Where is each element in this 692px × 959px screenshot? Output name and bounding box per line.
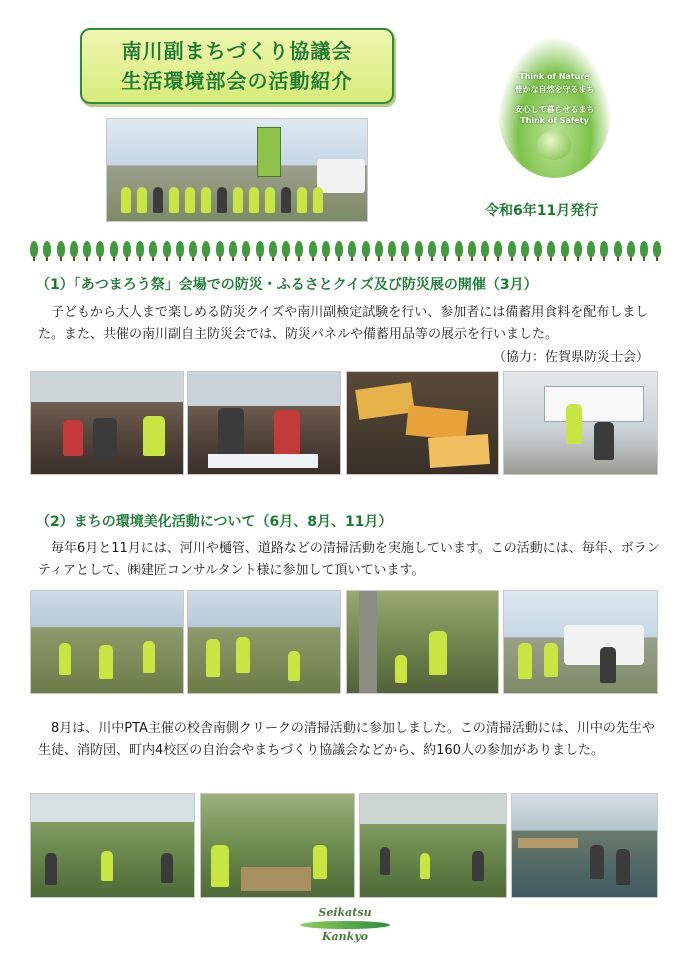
photo-creek-4: [511, 793, 658, 898]
section2-body: 毎年6月と11月には、河川や樋管、道路などの清掃活動を実施しています。この活動には、毎年、ボランティアとして、㈱建匠コンサルタント様に参加して頂いています。: [38, 541, 660, 578]
tree-divider: [30, 237, 662, 257]
photo-cleanup-3: [346, 590, 499, 694]
photo-cleanup-2: [187, 590, 341, 694]
logo-text-4: Think of Safety: [520, 116, 589, 125]
photo-quiz-1: [30, 371, 184, 475]
photo-cleanup-4: [503, 590, 658, 694]
logo-text-2: 豊かな自然を守るまち: [514, 85, 595, 94]
logo-text-3: 安心して暮らせるまち: [514, 105, 595, 114]
banner-flag: [257, 127, 281, 177]
photo-disaster-panel: [503, 371, 658, 475]
title-line-2: 生活環境部会の活動紹介: [121, 69, 353, 93]
photo-cleanup-1: [30, 590, 184, 694]
title-line-1: 南川副まちづくり協議会: [121, 39, 353, 63]
photo-creek-1: [30, 793, 195, 898]
globe-shape: [537, 130, 571, 160]
logo-text-1: Think of Nature: [519, 72, 590, 81]
globe-in-hands-icon: [497, 38, 612, 178]
section2-body2: 8月は、川中PTA主催の校舎南側クリークの清掃活動に参加しました。この清掃活動には、川中の先生や生徒、消防団、町内4校区の自治会やまちづくり協議会などから、約160人の参加がありました。: [38, 721, 655, 758]
photo-creek-3: [359, 793, 507, 898]
group-photo: [106, 118, 368, 222]
issue-date: 令和6年11月発行: [485, 203, 599, 219]
photo-creek-2: [200, 793, 355, 898]
section1-heading: （1）「あつまろう祭」会場での防災・ふるさとクイズ及び防災展の開催（3月）: [36, 277, 538, 293]
photo-quiz-2: [187, 371, 341, 475]
section1-credit: （協力：佐賀県防災士会）: [493, 350, 650, 365]
photo-food-display: [346, 371, 499, 475]
section1-body: 子どもから大人まで楽しめる防災クイズや南川副検定試験を行い、参加者には備蓄用食料を配布しました。また、共催の南川副自主防災会では、防災パネルや備蓄用品等の展示を行いました。: [38, 305, 649, 342]
footer-word-1: Seikatsu: [318, 906, 372, 919]
footer-word-2: Kankyo: [321, 930, 369, 943]
footer-logo: [290, 906, 400, 948]
title-banner: [80, 28, 394, 104]
swoosh-icon: [300, 921, 390, 929]
people-group: [107, 175, 367, 213]
section2-heading: （2）まちの環境美化活動について（6月、8月、11月）: [36, 514, 393, 530]
